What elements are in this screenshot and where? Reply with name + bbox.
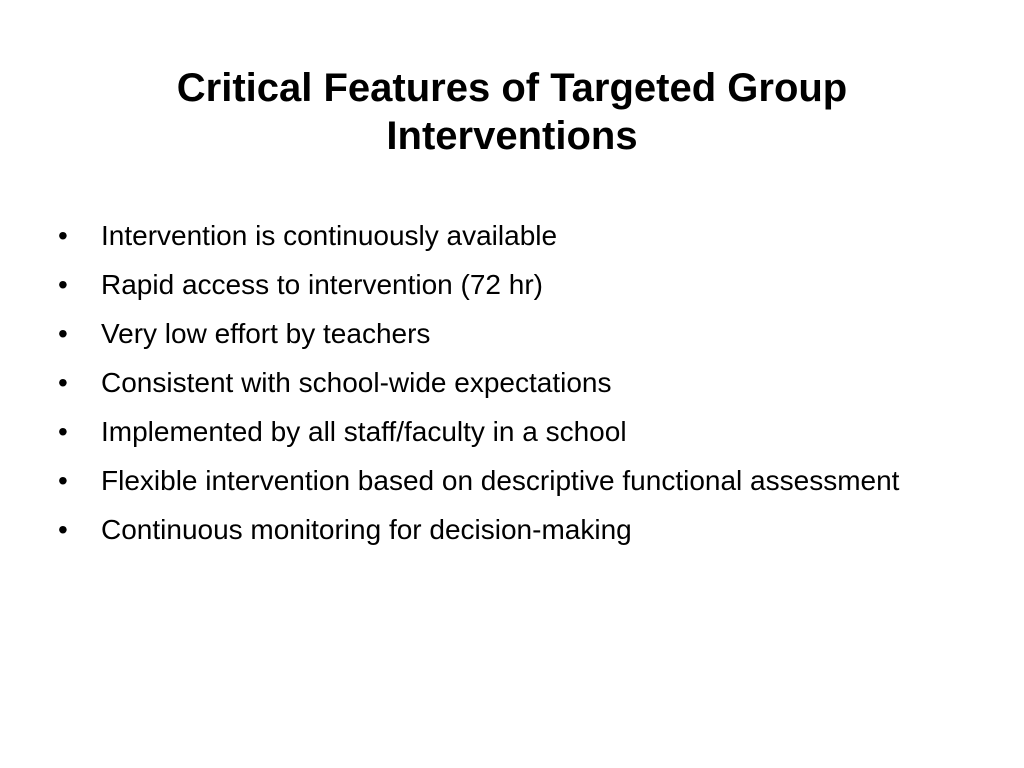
slide-title: Critical Features of Targeted Group Interventions xyxy=(176,66,848,158)
bullet-icon: • xyxy=(58,220,68,251)
bullet-text: Continuous monitoring for decision-making xyxy=(101,514,632,545)
bullet-icon: • xyxy=(58,416,68,447)
bullet-text: Consistent with school-wide expectations xyxy=(101,367,612,398)
bullet-item xyxy=(56,510,936,550)
bullet-text: Very low effort by teachers xyxy=(101,318,431,349)
bullet-icon: • xyxy=(58,367,68,398)
bullet-item xyxy=(56,216,936,256)
bullet-text: Intervention is continuously available xyxy=(101,220,558,251)
bullet-text: Flexible intervention based on descriptive functional assessment xyxy=(101,465,900,496)
bullet-item xyxy=(56,363,936,403)
bullet-list xyxy=(56,216,936,559)
bullet-item xyxy=(56,265,936,305)
bullet-icon: • xyxy=(58,269,68,300)
bullet-item xyxy=(56,461,936,501)
bullet-text: Rapid access to intervention (72 hr) xyxy=(101,269,543,300)
bullet-item xyxy=(56,314,936,354)
bullet-icon: • xyxy=(58,318,68,349)
bullet-item xyxy=(56,412,936,452)
bullet-icon: • xyxy=(58,514,68,545)
bullet-text: Implemented by all staff/faculty in a school xyxy=(101,416,627,447)
bullet-icon: • xyxy=(58,465,68,496)
